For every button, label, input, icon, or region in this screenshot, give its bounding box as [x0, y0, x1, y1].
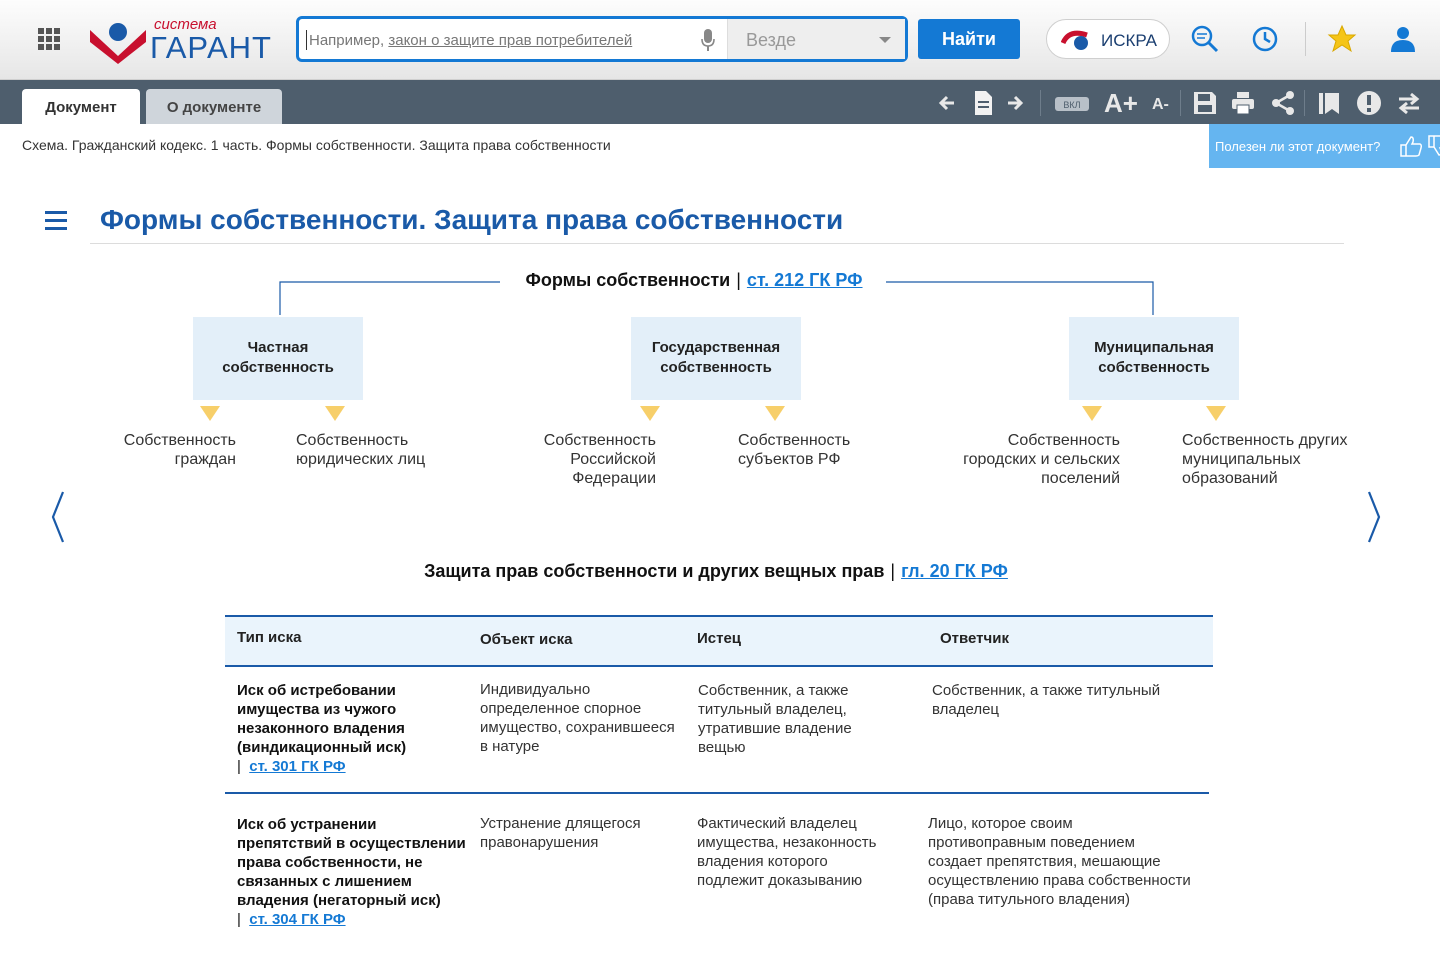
table-header: [225, 615, 1213, 667]
table-row: [237, 815, 472, 929]
claim-plaintiff: Фактический владелец имущества, незаконность владения которого подлежит доказыванию: [697, 815, 877, 889]
claim-defendant: Лицо, которое своим противоправным поведением создает препятствия, мешающие осуществлению права собственности (права титульного владения): [928, 815, 1191, 908]
column-header: Ответчик: [940, 630, 1009, 647]
leaf-legal-entities: Собственность юридических лиц: [296, 432, 426, 468]
tab-about-document[interactable]: О документе: [146, 89, 282, 124]
municipal-ownership-box: Муниципальная собственность: [1069, 317, 1239, 400]
toggle-label: ВКЛ: [1063, 100, 1081, 110]
leaf-other-municipal: Собственность других муниципальных образований: [1182, 432, 1348, 487]
protection-law-link[interactable]: гл. 20 ГК РФ: [901, 561, 1008, 581]
breadcrumb: Схема. Гражданский кодекс. 1 часть. Формы собственности. Защита права собственности: [22, 137, 611, 153]
protection-heading: [0, 561, 1432, 582]
down-triangle-icon: [200, 406, 220, 421]
page-title: Формы собственности. Защита права собственности: [100, 204, 844, 235]
down-triangle-icon: [640, 406, 660, 421]
leaf-citizens: Собственность граждан: [123, 432, 236, 468]
column-header: Объект иска: [480, 631, 573, 648]
feedback-question: Полезен ли этот документ?: [1215, 139, 1381, 154]
claim-law-link[interactable]: ст. 301 ГК РФ: [249, 758, 346, 775]
column-header: Тип иска: [237, 629, 302, 646]
down-triangle-icon: [1206, 406, 1226, 421]
table-row: [237, 681, 462, 776]
separator-bar: |: [890, 561, 896, 581]
forms-law-link[interactable]: ст. 212 ГК РФ: [746, 270, 863, 290]
down-triangle-icon: [765, 406, 785, 421]
claim-law-link[interactable]: ст. 304 ГК РФ: [249, 911, 346, 928]
next-scheme-icon[interactable]: [1366, 490, 1382, 544]
font-decrease-icon[interactable]: A-: [1152, 96, 1169, 113]
separator-bar: |: [736, 270, 741, 290]
leaf-russian-federation: Собственность Российской Федерации: [543, 432, 656, 487]
font-increase-icon[interactable]: A+: [1104, 88, 1138, 118]
state-ownership-box: Государственная собственность: [631, 317, 801, 400]
previous-scheme-icon[interactable]: [50, 490, 66, 544]
claim-defendant: Собственник, а также титульный владелец: [932, 682, 1161, 718]
claim-type: Иск об истребовании имущества из чужого незаконного владения (виндикационный иск): [237, 682, 407, 756]
tab-document[interactable]: Документ: [22, 89, 140, 124]
forms-heading: [0, 270, 1388, 291]
search-placeholder-link: закон о защите прав потребителей: [388, 32, 633, 49]
leaf-settlements: Собственность городских и сельских поселений: [963, 432, 1120, 487]
logo-big-text: ГАРАНТ: [150, 30, 272, 65]
column-header: Истец: [697, 630, 742, 647]
find-button[interactable]: Найти: [918, 19, 1020, 59]
search-placeholder-prefix: Например,: [309, 32, 389, 49]
search-scope-value: Везде: [746, 30, 796, 50]
private-ownership-box: Частная собственность: [193, 317, 363, 400]
claim-object: Устранение длящегося правонарушения: [480, 815, 641, 851]
row-divider: [225, 792, 1209, 794]
down-triangle-icon: [1082, 406, 1102, 421]
logo-small-text: система: [154, 16, 217, 33]
down-triangle-icon: [325, 406, 345, 421]
separator-bar: |: [237, 911, 250, 928]
leaf-subjects-rf: Собственность субъектов РФ: [738, 432, 851, 468]
forms-heading-text: Формы собственности: [525, 270, 731, 290]
claim-object: Индивидуально определенное спорное имущество, сохранившееся в натуре: [480, 681, 675, 755]
separator-bar: |: [237, 758, 250, 775]
claim-type: Иск об устранении препятствий в осуществлении права собственности, не связанных с лишением владения (негаторный иск): [237, 816, 466, 909]
claim-plaintiff: Собственник, а также титульный владелец, утратившие владение вещью: [698, 682, 852, 756]
iskra-label: ИСКРА: [1101, 31, 1157, 50]
protection-heading-text: Защита прав собственности и других вещных прав: [424, 561, 885, 581]
